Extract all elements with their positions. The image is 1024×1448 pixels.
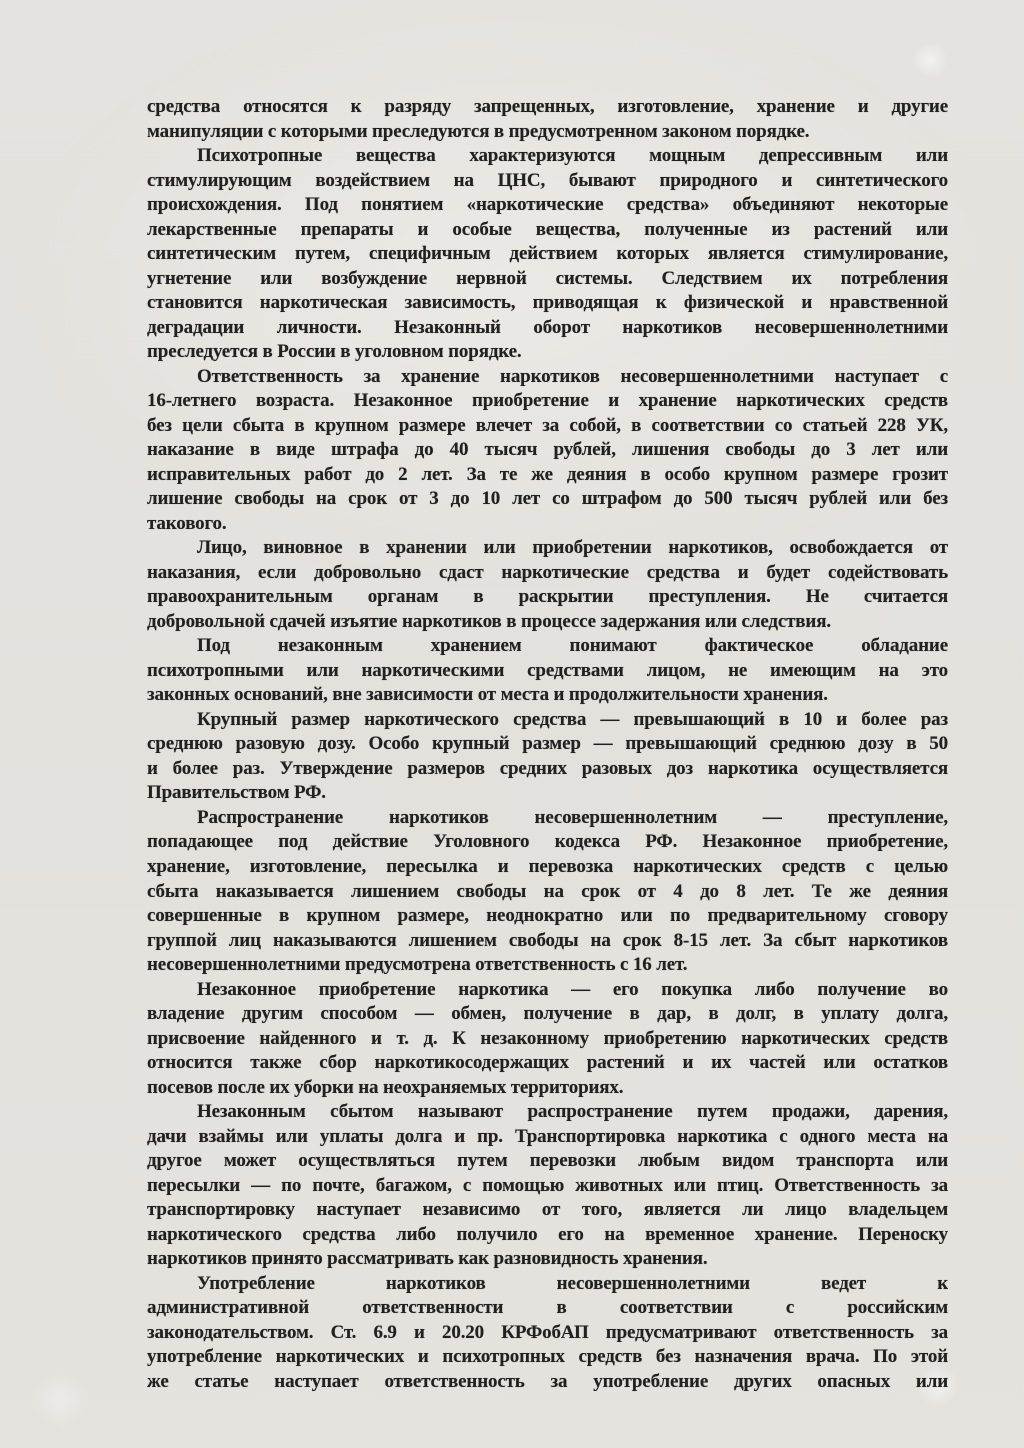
text-line: другое может осуществляться путем перевозки любым видом транспорта или (147, 1150, 948, 1172)
text-line: добровольной сдачей изъятие наркотиков в процессе задержания или следствия. (147, 610, 831, 632)
text-line: совершенные в крупном размере, неоднократно или по предварительному сговору (147, 905, 948, 927)
paragraph (147, 536, 948, 634)
text-line: манипуляции с которыми преследуются в предусмотренном законом порядке. (147, 120, 810, 142)
text-line: Психотропные вещества характеризуются мощным депрессивным или (197, 145, 948, 167)
text-line: стимулирующим воздействием на ЦНС, бывают природного и синтетического (147, 169, 948, 191)
paragraph (147, 1272, 948, 1395)
text-line: средства относятся к разряду запрещенных, изготовление, хранение и другие (147, 96, 948, 117)
text-line: наркотиков принято рассматривать как разновидность хранения. (147, 1248, 708, 1270)
text-line: пересылки — по почте, багажом, с помощью животных или птиц. Ответственность за (147, 1174, 948, 1196)
text-line: Под незаконным хранением понимают фактическое обладание (197, 635, 948, 657)
text-line: законодательством. Ст. 6.9 и 20.20 КРФобАП предусматривают ответственность за (147, 1321, 948, 1343)
text-line: владение другим способом — обмен, получение в дар, в долг, в уплату долга, (147, 1003, 948, 1025)
document-text (147, 95, 948, 1394)
paragraph (147, 978, 948, 1101)
paragraph (147, 806, 948, 978)
text-line: угнетение или возбуждение нервной системы. Следствием их потребления (147, 267, 948, 289)
text-line: происхождения. Под понятием «наркотические средства» объединяют некоторые (147, 194, 948, 216)
text-line: законных оснований, вне зависимости от места и продолжительности хранения. (147, 684, 828, 706)
text-line: Незаконное приобретение наркотика — его покупка либо получение во (197, 978, 948, 1000)
text-line: Распространение наркотиков несовершеннолетним — преступление, (197, 806, 948, 828)
text-line: синтетическим путем, специфичным действием которых является стимулирование, (147, 243, 948, 265)
text-line: Незаконным сбытом называют распространение путем продажи, дарения, (197, 1101, 948, 1123)
paragraph (147, 365, 948, 537)
text-line: 16-летнего возраста. Незаконное приобретение и хранение наркотических средств (147, 390, 948, 412)
text-line: присвоение найденного и т. д. К незаконному приобретению наркотических средств (147, 1027, 948, 1049)
paragraph (147, 1100, 948, 1272)
text-line: деградации личности. Незаконный оборот наркотиков несовершеннолетними (147, 316, 948, 338)
text-line: Крупный размер наркотического средства — превышающий в 10 и более раз (197, 708, 948, 730)
text-line: транспортировку наступает независимо от того, является ли лицо владельцем (147, 1199, 948, 1221)
text-line: Употребление наркотиков несовершеннолетними ведет к (197, 1272, 948, 1294)
text-line: посевов после их уборки на неохраняемых территориях. (147, 1076, 624, 1098)
text-line: преследуется в России в уголовном порядке. (147, 341, 522, 363)
text-line: административной ответственности в соответствии с российским (147, 1297, 948, 1319)
text-line: группой лиц наказываются лишением свободы на срок 8-15 лет. За сбыт наркотиков (147, 929, 948, 951)
text-line: наркотического средства либо получило его на временное хранение. Переноску (147, 1223, 948, 1245)
text-line: правоохранительным органам в раскрытии преступления. Не считается (147, 586, 948, 608)
text-line: наказания, если добровольно сдаст наркотические средства и будет содействовать (147, 561, 948, 583)
text-line: Ответственность за хранение наркотиков несовершеннолетними наступает с (197, 365, 948, 387)
text-line: лекарственные препараты и особые вещества, полученные из растений или (147, 218, 948, 240)
text-line: становится наркотическая зависимость, приводящая к физической и нравственной (147, 292, 948, 314)
text-line: употребление наркотических и психотропных средств без назначения врача. По этой (147, 1346, 948, 1368)
text-line: и более раз. Утверждение размеров средних разовых доз наркотика осуществляется (147, 757, 948, 779)
text-line: наказание в виде штрафа до 40 тысяч рублей, лишения свободы до 3 лет или (147, 439, 948, 461)
text-line: без цели сбыта в крупном размере влечет за собой, в соответствии со статьей 228 УК, (147, 414, 948, 436)
text-line: психотропными или наркотическими средствами лицом, не имеющим на это (147, 659, 948, 681)
text-line: же статье наступает ответственность за употребление других опасных или (147, 1370, 948, 1392)
paragraph (147, 634, 948, 708)
paragraph (147, 144, 948, 365)
text-line: попадающее под действие Уголовного кодекса РФ. Незаконное приобретение, (147, 831, 948, 853)
paragraph (147, 95, 948, 144)
text-line: исправительных работ до 2 лет. За те же деяния в особо крупном размере грозит (147, 463, 948, 485)
text-line: дачи взаймы или уплаты долга и пр. Транспортировка наркотика с одного места на (147, 1125, 948, 1147)
text-line: Правительством РФ. (147, 782, 326, 804)
paragraph (147, 708, 948, 806)
text-line: сбыта наказывается лишением свободы на срок от 4 до 8 лет. Те же деяния (147, 880, 948, 902)
text-line: среднюю разовую дозу. Особо крупный размер — превышающий среднюю дозу в 50 (147, 733, 948, 755)
text-line: лишение свободы на срок от 3 до 10 лет со штрафом до 500 тысяч рублей или без (147, 488, 948, 510)
text-line: относится также сбор наркотикосодержащих растений и их частей или остатков (147, 1052, 948, 1074)
text-line: хранение, изготовление, пересылка и перевозка наркотических средств с целью (147, 855, 948, 877)
text-line: несовершеннолетними предусмотрена ответственность с 16 лет. (147, 954, 688, 976)
text-line: Лицо, виновное в хранении или приобретении наркотиков, освобождается от (197, 537, 948, 559)
text-line: такового. (147, 512, 227, 534)
